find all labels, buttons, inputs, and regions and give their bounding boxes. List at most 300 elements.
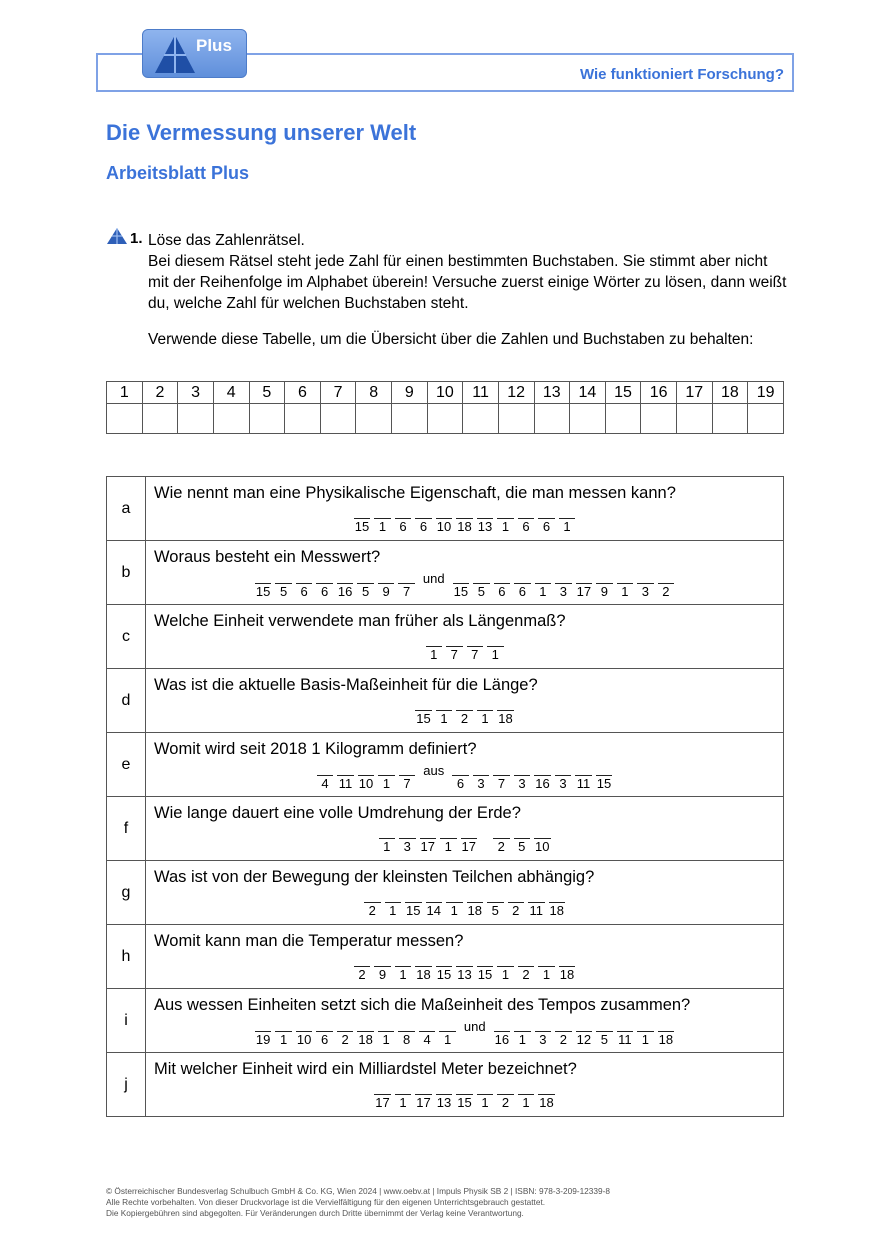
blank-line bbox=[436, 955, 453, 967]
blank-line bbox=[493, 764, 510, 776]
letter-blank[interactable] bbox=[413, 955, 434, 982]
cipher-number: 15 bbox=[477, 967, 493, 982]
letter-table-number: 4 bbox=[213, 382, 249, 404]
cipher-number: 13 bbox=[477, 519, 493, 534]
letter-table-number: 13 bbox=[534, 382, 570, 404]
letter-blank[interactable] bbox=[444, 635, 465, 662]
cipher-word bbox=[424, 635, 506, 662]
blank-line bbox=[354, 507, 371, 519]
letter-blank[interactable] bbox=[512, 1020, 533, 1047]
letter-blank[interactable] bbox=[495, 699, 516, 726]
blank-line bbox=[467, 635, 484, 647]
cipher-number: 5 bbox=[600, 1032, 608, 1047]
cipher-number: 9 bbox=[382, 584, 390, 599]
letter-blank[interactable] bbox=[656, 572, 677, 599]
letter-table-number: 14 bbox=[570, 382, 606, 404]
letter-table-number: 10 bbox=[427, 382, 463, 404]
letter-blank[interactable] bbox=[506, 891, 527, 918]
letter-blank[interactable] bbox=[383, 891, 404, 918]
cipher-number: 3 bbox=[539, 1032, 547, 1047]
letter-blank[interactable] bbox=[532, 827, 553, 854]
cipher-number: 1 bbox=[563, 519, 571, 534]
letter-blank[interactable] bbox=[536, 955, 557, 982]
footer-rights: Alle Rechte vorbehalten. Von dieser Druckvorlage ist die Vervielfältigung für den eigenen Unterrichtsgebrauch gestattet. bbox=[106, 1197, 546, 1207]
letter-blank[interactable] bbox=[413, 699, 434, 726]
cipher-word bbox=[253, 572, 417, 599]
letter-blank[interactable] bbox=[536, 507, 557, 534]
cipher-number: 10 bbox=[358, 776, 374, 791]
blank-line bbox=[514, 764, 531, 776]
cipher-word bbox=[315, 764, 418, 791]
cipher-number: 2 bbox=[358, 967, 366, 982]
blank-line bbox=[296, 1020, 313, 1032]
letter-blank[interactable] bbox=[635, 572, 656, 599]
blank-line bbox=[497, 507, 514, 519]
cipher-number: 1 bbox=[399, 1095, 407, 1110]
letter-table-answer-cell[interactable] bbox=[392, 404, 428, 434]
blank-line bbox=[399, 827, 416, 839]
cipher-number: 4 bbox=[423, 1032, 431, 1047]
letter-blank[interactable] bbox=[594, 1020, 615, 1047]
blank-line bbox=[559, 955, 576, 967]
letter-blank[interactable] bbox=[372, 507, 393, 534]
letter-blank[interactable] bbox=[376, 572, 397, 599]
letter-blank[interactable] bbox=[335, 764, 356, 791]
letter-blank[interactable] bbox=[372, 955, 393, 982]
blank-line bbox=[374, 955, 391, 967]
letter-blank[interactable] bbox=[459, 827, 480, 854]
blank-line bbox=[576, 1020, 593, 1032]
letter-table-answer-cell[interactable] bbox=[534, 404, 570, 434]
letter-table-number: 2 bbox=[142, 382, 178, 404]
letter-blank[interactable] bbox=[491, 764, 512, 791]
letter-blank[interactable] bbox=[516, 955, 537, 982]
letter-table-number: 6 bbox=[285, 382, 321, 404]
letter-table-answer-cell[interactable] bbox=[748, 404, 784, 434]
cipher-number: 3 bbox=[559, 776, 567, 791]
blank-line bbox=[493, 827, 510, 839]
blank-line bbox=[497, 955, 514, 967]
letter-blank[interactable] bbox=[434, 955, 455, 982]
question-text: Welche Einheit verwendete man früher als Längenmaß? bbox=[154, 612, 566, 630]
blank-line bbox=[275, 572, 292, 584]
letter-blank[interactable] bbox=[454, 955, 475, 982]
blank-line bbox=[518, 1083, 535, 1095]
cipher-number: 1 bbox=[481, 711, 489, 726]
letter-blank[interactable] bbox=[475, 955, 496, 982]
page-subtitle: Arbeitsblatt Plus bbox=[106, 163, 250, 183]
blank-line bbox=[534, 827, 551, 839]
cipher-number: 7 bbox=[403, 776, 411, 791]
letter-blank[interactable] bbox=[294, 1020, 315, 1047]
blank-line bbox=[374, 507, 391, 519]
letter-table-answer-cell[interactable] bbox=[320, 404, 356, 434]
letter-blank[interactable] bbox=[403, 891, 424, 918]
cipher-word bbox=[492, 1020, 677, 1047]
letter-blank[interactable] bbox=[512, 572, 533, 599]
blank-line bbox=[617, 1020, 634, 1032]
cipher-puzzle bbox=[146, 507, 783, 534]
letter-table-answer-cell[interactable] bbox=[142, 404, 178, 434]
puzzle-row bbox=[107, 797, 784, 861]
blank-line bbox=[255, 1020, 272, 1032]
cipher-number: 11 bbox=[618, 1032, 632, 1047]
letter-blank[interactable] bbox=[253, 572, 274, 599]
letter-blank[interactable] bbox=[547, 891, 568, 918]
cipher-puzzle bbox=[146, 1083, 783, 1110]
blank-line bbox=[518, 955, 535, 967]
puzzle-row bbox=[107, 477, 784, 541]
puzzle-row bbox=[107, 1053, 784, 1117]
blank-line bbox=[456, 955, 473, 967]
blank-line bbox=[518, 507, 535, 519]
cipher-number: 8 bbox=[403, 1032, 411, 1047]
question-cell bbox=[146, 477, 784, 541]
blank-line bbox=[415, 1083, 432, 1095]
letter-blank[interactable] bbox=[393, 955, 414, 982]
letter-blank[interactable] bbox=[495, 955, 516, 982]
letter-blank[interactable] bbox=[377, 827, 398, 854]
letter-table-answer-cell[interactable] bbox=[605, 404, 641, 434]
letter-table-answer-cell[interactable] bbox=[427, 404, 463, 434]
letter-blank[interactable] bbox=[413, 1083, 434, 1110]
letter-table-number: 17 bbox=[677, 382, 713, 404]
cipher-number: 15 bbox=[596, 776, 612, 791]
blank-line bbox=[357, 1020, 374, 1032]
letter-blank[interactable] bbox=[485, 635, 506, 662]
letter-blank[interactable] bbox=[495, 507, 516, 534]
letter-blank[interactable] bbox=[434, 699, 455, 726]
cipher-number: 1 bbox=[522, 1095, 530, 1110]
letter-blank[interactable] bbox=[454, 507, 475, 534]
cipher-number: 1 bbox=[430, 647, 438, 662]
letter-blank[interactable] bbox=[413, 507, 434, 534]
cipher-number: 1 bbox=[382, 1032, 390, 1047]
letter-blank[interactable] bbox=[557, 507, 578, 534]
letter-table-number: 18 bbox=[712, 382, 748, 404]
letter-table-answer-cell[interactable] bbox=[178, 404, 214, 434]
question-letter: i bbox=[107, 989, 146, 1053]
cipher-number: 1 bbox=[621, 584, 629, 599]
blank-line bbox=[374, 1083, 391, 1095]
letter-table-answer-cell[interactable] bbox=[498, 404, 534, 434]
letter-blank[interactable] bbox=[475, 507, 496, 534]
cipher-number: 1 bbox=[518, 1032, 526, 1047]
blank-line bbox=[395, 1083, 412, 1095]
letter-blank[interactable] bbox=[418, 827, 439, 854]
letter-blank[interactable] bbox=[485, 891, 506, 918]
cipher-number: 1 bbox=[399, 967, 407, 982]
task-triangle-icon bbox=[106, 227, 128, 245]
letter-blank[interactable] bbox=[475, 1083, 496, 1110]
cipher-number: 14 bbox=[426, 903, 441, 918]
letter-blank[interactable] bbox=[393, 1083, 414, 1110]
cipher-number: 19 bbox=[255, 1032, 271, 1047]
blank-line bbox=[514, 827, 531, 839]
blank-line bbox=[275, 1020, 292, 1032]
letter-blank[interactable] bbox=[512, 764, 533, 791]
letter-blank[interactable] bbox=[516, 1083, 537, 1110]
blank-line bbox=[395, 955, 412, 967]
puzzle-row bbox=[107, 989, 784, 1053]
cipher-number: 2 bbox=[559, 1032, 567, 1047]
cipher-number: 15 bbox=[416, 711, 431, 726]
letter-blank[interactable] bbox=[536, 1083, 557, 1110]
puzzle-row bbox=[107, 925, 784, 989]
letter-blank[interactable] bbox=[376, 764, 397, 791]
blank-line bbox=[337, 572, 354, 584]
letter-table-answer-cell[interactable] bbox=[285, 404, 321, 434]
letter-blank[interactable] bbox=[393, 507, 414, 534]
cipher-number: 18 bbox=[658, 1032, 674, 1047]
letter-table-number: 11 bbox=[463, 382, 499, 404]
letter-table-answer-cell[interactable] bbox=[641, 404, 677, 434]
letter-blank[interactable] bbox=[355, 1020, 376, 1047]
blank-line bbox=[446, 891, 463, 903]
cipher-word bbox=[450, 764, 614, 791]
letter-blank[interactable] bbox=[594, 572, 615, 599]
blank-line bbox=[555, 572, 572, 584]
blank-line bbox=[575, 764, 592, 776]
task-instructions bbox=[148, 230, 788, 350]
letter-blank[interactable] bbox=[553, 572, 574, 599]
blank-line bbox=[296, 572, 313, 584]
letter-table-answer-cell[interactable] bbox=[712, 404, 748, 434]
letter-blank[interactable] bbox=[362, 891, 383, 918]
blank-line bbox=[436, 507, 453, 519]
letter-blank[interactable] bbox=[532, 764, 553, 791]
question-cell bbox=[146, 861, 784, 925]
question-letter: g bbox=[107, 861, 146, 925]
cipher-number: 18 bbox=[358, 1032, 373, 1047]
letter-blank[interactable] bbox=[454, 1083, 475, 1110]
letter-blank[interactable] bbox=[434, 507, 455, 534]
footer-copyright: © Österreichischer Bundesverlag Schulbuch GmbH & Co. KG, Wien 2024 | www.oebv.at | Impuls Physik SB 2 | ISBN: 978-3-209-12339-8 bbox=[106, 1186, 611, 1196]
letter-blank[interactable] bbox=[512, 827, 533, 854]
letter-blank[interactable] bbox=[465, 891, 486, 918]
question-letter: j bbox=[107, 1053, 146, 1117]
question-text: Aus wessen Einheiten setzt sich die Maßeinheit des Tempos zusammen? bbox=[154, 996, 691, 1014]
blank-line bbox=[378, 572, 395, 584]
cipher-number: 18 bbox=[539, 1095, 554, 1110]
letter-blank[interactable] bbox=[615, 1020, 636, 1047]
blank-line bbox=[316, 1020, 333, 1032]
cipher-number: 7 bbox=[497, 776, 506, 791]
task-number: 1. bbox=[130, 230, 143, 247]
cipher-number: 6 bbox=[456, 776, 465, 791]
letter-table-answer-cell[interactable] bbox=[570, 404, 606, 434]
letter-blank[interactable] bbox=[495, 1083, 516, 1110]
letter-blank[interactable] bbox=[315, 764, 336, 791]
letter-blank[interactable] bbox=[424, 891, 445, 918]
blank-line bbox=[538, 955, 555, 967]
cipher-number: 15 bbox=[255, 584, 271, 599]
letter-blank[interactable] bbox=[352, 507, 373, 534]
cipher-number: 15 bbox=[453, 584, 469, 599]
letter-blank[interactable] bbox=[253, 1020, 274, 1047]
letter-blank[interactable] bbox=[574, 572, 595, 599]
letter-blank[interactable] bbox=[451, 572, 472, 599]
letter-blank[interactable] bbox=[355, 572, 376, 599]
letter-blank[interactable] bbox=[475, 699, 496, 726]
cipher-word bbox=[377, 827, 480, 854]
letter-table-answer-cell[interactable] bbox=[249, 404, 285, 434]
word-joiner: und bbox=[463, 1019, 486, 1034]
letter-blank[interactable] bbox=[465, 635, 486, 662]
cipher-word bbox=[253, 1020, 458, 1047]
letter-blank[interactable] bbox=[553, 764, 574, 791]
blank-line bbox=[420, 827, 437, 839]
question-text: Wie lange dauert eine volle Umdrehung der Erde? bbox=[154, 804, 521, 822]
cipher-number: 11 bbox=[576, 776, 591, 791]
blank-line bbox=[398, 572, 415, 584]
letter-table-number: 15 bbox=[605, 382, 641, 404]
question-letter: c bbox=[107, 605, 146, 669]
letter-blank[interactable] bbox=[533, 572, 554, 599]
letter-blank[interactable] bbox=[356, 764, 377, 791]
letter-blank[interactable] bbox=[454, 699, 475, 726]
blank-line bbox=[415, 699, 432, 711]
letter-blank[interactable] bbox=[273, 572, 294, 599]
letter-blank[interactable] bbox=[635, 1020, 656, 1047]
letter-blank[interactable] bbox=[471, 764, 492, 791]
cipher-number: 1 bbox=[383, 839, 391, 854]
letter-blank[interactable] bbox=[335, 1020, 356, 1047]
cipher-number: 1 bbox=[378, 519, 387, 534]
cipher-number: 5 bbox=[518, 839, 526, 854]
letter-table-answer-cell[interactable] bbox=[677, 404, 713, 434]
cipher-number: 1 bbox=[501, 967, 510, 982]
letter-blank[interactable] bbox=[417, 1020, 438, 1047]
cipher-number: 1 bbox=[444, 1032, 452, 1047]
letter-blank[interactable] bbox=[434, 1083, 455, 1110]
letter-blank[interactable] bbox=[533, 1020, 554, 1047]
cipher-number: 18 bbox=[559, 967, 575, 982]
letter-table-answer-cell[interactable] bbox=[356, 404, 392, 434]
cipher-number: 18 bbox=[416, 967, 431, 982]
letter-blank[interactable] bbox=[335, 572, 356, 599]
letter-blank[interactable] bbox=[376, 1020, 397, 1047]
blank-line bbox=[555, 764, 572, 776]
cipher-number: 7 bbox=[403, 584, 411, 599]
cipher-puzzle bbox=[146, 763, 783, 791]
question-cell bbox=[146, 797, 784, 861]
letter-blank[interactable] bbox=[656, 1020, 677, 1047]
cipher-number: 6 bbox=[498, 584, 506, 599]
blank-line bbox=[487, 635, 504, 647]
blank-line bbox=[576, 572, 593, 584]
blank-line bbox=[415, 507, 432, 519]
letter-blank[interactable] bbox=[557, 955, 578, 982]
blank-line bbox=[617, 572, 634, 584]
letter-blank[interactable] bbox=[444, 891, 465, 918]
puzzle-table bbox=[106, 476, 784, 1117]
cipher-number: 6 bbox=[419, 519, 428, 534]
letter-mapping-table bbox=[106, 381, 784, 434]
letter-blank[interactable] bbox=[424, 635, 445, 662]
letter-blank[interactable] bbox=[396, 1020, 417, 1047]
blank-line bbox=[440, 827, 457, 839]
letter-blank[interactable] bbox=[574, 1020, 595, 1047]
cipher-number: 5 bbox=[280, 584, 288, 599]
letter-blank[interactable] bbox=[492, 1020, 513, 1047]
letter-blank[interactable] bbox=[352, 955, 373, 982]
question-text: Womit kann man die Temperatur messen? bbox=[154, 932, 464, 950]
blank-line bbox=[535, 572, 552, 584]
cipher-number: 3 bbox=[518, 776, 526, 791]
letter-blank[interactable] bbox=[397, 764, 418, 791]
cipher-number: 1 bbox=[440, 711, 448, 726]
letter-blank[interactable] bbox=[516, 507, 537, 534]
blank-line bbox=[439, 1020, 456, 1032]
cipher-number: 1 bbox=[389, 903, 397, 918]
blank-line bbox=[461, 827, 478, 839]
letter-blank[interactable] bbox=[437, 1020, 458, 1047]
cipher-puzzle bbox=[146, 571, 783, 599]
letter-blank[interactable] bbox=[492, 572, 513, 599]
cipher-word bbox=[352, 507, 578, 534]
letter-table-answer-cell[interactable] bbox=[213, 404, 249, 434]
letter-blank[interactable] bbox=[615, 572, 636, 599]
blank-line bbox=[555, 1020, 572, 1032]
cipher-number: 6 bbox=[522, 519, 530, 534]
letter-blank[interactable] bbox=[438, 827, 459, 854]
letter-table-answer-cell[interactable] bbox=[463, 404, 499, 434]
cipher-number: 6 bbox=[399, 519, 407, 534]
cipher-word bbox=[491, 827, 553, 854]
blank-line bbox=[487, 891, 504, 903]
task-heading: Löse das Zahlenrätsel. bbox=[148, 232, 305, 249]
cipher-word bbox=[372, 1083, 557, 1110]
blank-line bbox=[494, 572, 511, 584]
cipher-number: 16 bbox=[494, 1032, 510, 1047]
cipher-number: 17 bbox=[576, 584, 592, 599]
blank-line bbox=[637, 1020, 654, 1032]
letter-blank[interactable] bbox=[594, 764, 615, 791]
question-text: Wie nennt man eine Physikalische Eigenschaft, die man messen kann? bbox=[154, 484, 676, 502]
letter-blank[interactable] bbox=[273, 1020, 294, 1047]
blank-line bbox=[658, 572, 675, 584]
letter-blank[interactable] bbox=[491, 827, 512, 854]
letter-table-number: 3 bbox=[178, 382, 214, 404]
letter-table-answer-cell[interactable] bbox=[107, 404, 143, 434]
letter-blank[interactable] bbox=[573, 764, 594, 791]
letter-blank[interactable] bbox=[553, 1020, 574, 1047]
letter-blank[interactable] bbox=[372, 1083, 393, 1110]
blank-line bbox=[497, 699, 514, 711]
letter-blank[interactable] bbox=[471, 572, 492, 599]
blank-line bbox=[415, 955, 432, 967]
triangle-logo-icon bbox=[153, 33, 197, 75]
letter-blank[interactable] bbox=[450, 764, 471, 791]
blank-line bbox=[559, 507, 576, 519]
letter-blank[interactable] bbox=[397, 827, 418, 854]
cipher-number: 11 bbox=[529, 903, 543, 918]
blank-line bbox=[508, 891, 525, 903]
letter-blank[interactable] bbox=[314, 572, 335, 599]
blank-line bbox=[379, 827, 396, 839]
cipher-number: 2 bbox=[497, 839, 505, 854]
letter-blank[interactable] bbox=[314, 1020, 335, 1047]
question-letter: d bbox=[107, 669, 146, 733]
letter-blank[interactable] bbox=[294, 572, 315, 599]
letter-blank[interactable] bbox=[526, 891, 547, 918]
letter-blank[interactable] bbox=[396, 572, 417, 599]
blank-line bbox=[337, 764, 354, 776]
cipher-number: 7 bbox=[471, 647, 479, 662]
cipher-number: 3 bbox=[559, 584, 567, 599]
question-cell bbox=[146, 669, 784, 733]
